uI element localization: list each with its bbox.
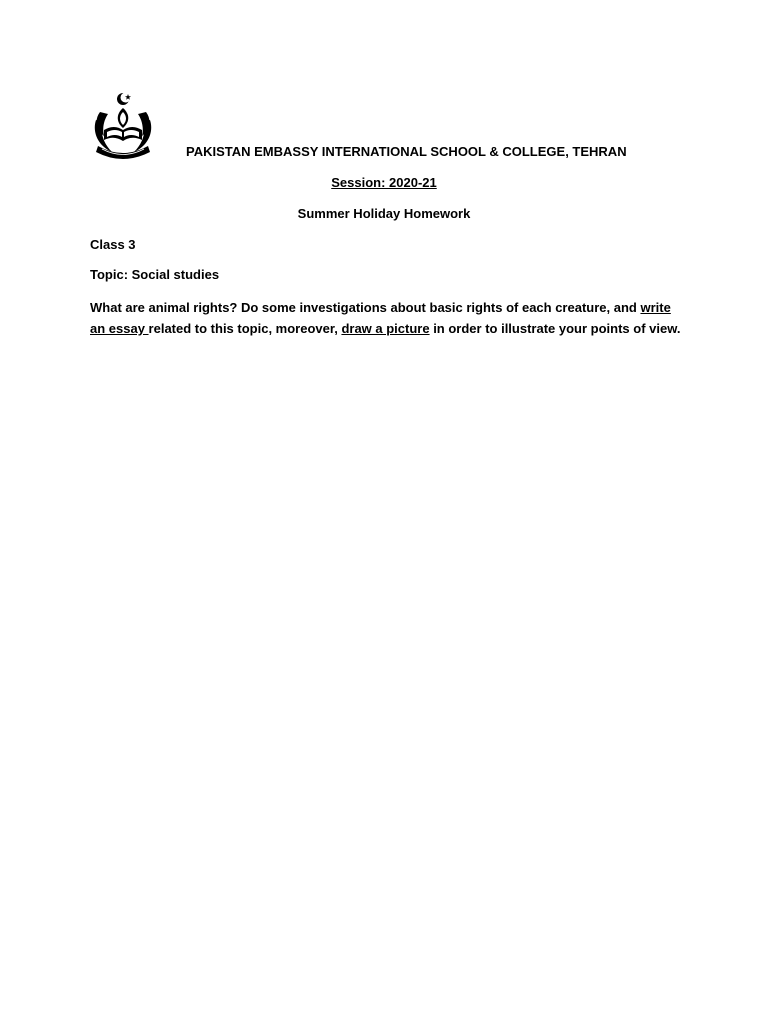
session-line [0,175,768,191]
task-paragraph [90,297,682,339]
task-text-part2: related to this topic, moreover, [148,321,342,336]
topic-label: Topic: Social studies [90,267,220,282]
school-name: PAKISTAN EMBASSY INTERNATIONAL SCHOOL & COLLEGE, TEHRAN [186,144,627,159]
school-crest-icon [88,90,158,162]
homework-title: Summer Holiday Homework [297,206,471,221]
class-label: Class 3 [90,237,136,252]
task-text-part1: What are animal rights? Do some investigations about basic rights of each creature, and [90,300,641,315]
task-text-part3: in order to illustrate your points of view. [429,321,681,336]
write-an-essay-text: write an essay [90,300,671,336]
session-text: Session: 2020-21 [331,175,437,190]
draw-a-picture-text: draw a picture [341,321,430,336]
